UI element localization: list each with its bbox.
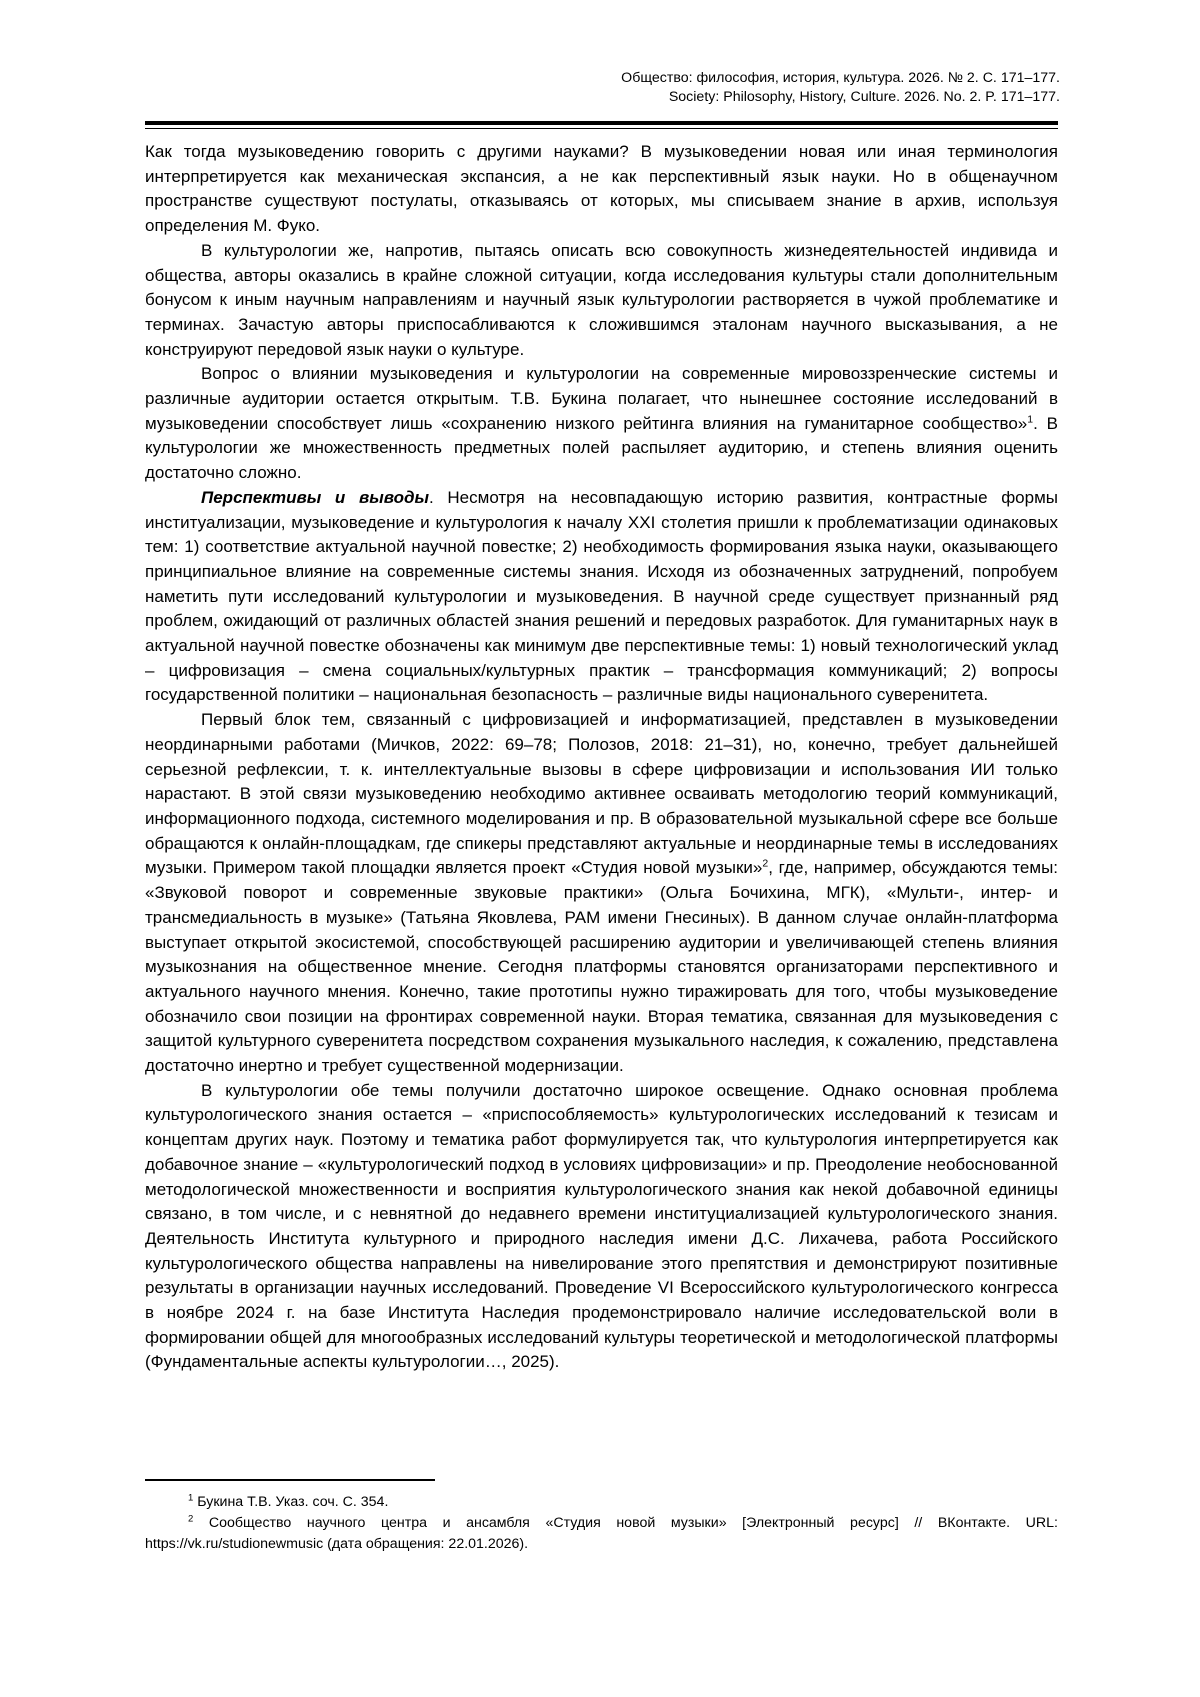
header-rule-thin [145, 128, 1058, 129]
footnote-ref-2[interactable]: 2 [762, 857, 769, 870]
footnote-separator [145, 1479, 435, 1481]
paragraph-6: В культурологии обе темы получили достаточно широкое освещение. Однако основная проблема культурологического знания остается – «приспособляемость» культурологических исследований к тезисам и концептам других наук. Поэтому и тематика работ формулируется так, что культурология интерпретируется как добавочное знание – «культурологический подход в условиях цифровизации» и пр. Преодоление необоснованной методологической множественности и восприятия культурологического знания как некой добавочной единицы связано, в том числе, и с невнятной до недавнего времени институциализацией культурологического знания. Деятельность Института культурного и природного наследия имени Д.С. Лихачева, работа Российского культурологического общества направлены на нивелирование этого препятствия и демонстрируют позитивные результаты в организации научных исследований. Проведение VI Всероссийского культурологического конгресса в ноябре 2024 г. на базе Института Наследия продемонстрировало наличие исследовательской воли в формировании общей для многообразных исследований культуры теоретической и методологической платформы (Фундаментальные аспекты культурологии…, 2025). [145, 1080, 1058, 1372]
article-body [145, 140, 1058, 1375]
paragraph-3-text-b: . В культурологии же множественность предметных полей распыляет аудиторию, и степень влияния оценить достаточно сложно. [145, 413, 1058, 483]
footnote-number: 2 [188, 1513, 194, 1525]
footnote-text: Букина Т.В. Указ. соч. С. 354. [197, 1494, 389, 1510]
paragraph-5-text-a: Первый блок тем, связанный с цифровизацией и информатизацией, представлен в музыковедении неординарными работами (Мичков, 2022: 69–78; Полозов, 2018: 21–31), но, конечно, требует дальнейшей серьезной рефлексии, т. к. интеллектуальные вызовы в сфере цифровизации и использования ИИ только нарастают. В этой связи музыковедению необходимо активнее осваивать методологию теорий коммуникаций, информационного подхода, системного моделирования и пр. В образовательной музыкальной сфере все больше обращаются к онлайн-площадкам, где спикеры представляют актуальные и неординарные темы в исследованиях музыки. Примером такой площадки является проект «Студия новой музыки» [145, 710, 1058, 878]
header-citation-ru: Общество: философия, история, культура. 2026. № 2. С. 171–177. [621, 70, 1060, 86]
footnote-number: 1 [188, 1492, 194, 1504]
header-rule-thick [145, 121, 1058, 125]
paragraph-4 [145, 486, 1058, 708]
paragraph-3-text-a: Вопрос о влиянии музыковедения и культурологии на современные мировоззренческие системы и различные аудитории остается открытым. Т.В. Букина полагает, что нынешнее состояние исследований в музыковедении способствует лишь «сохранению низкого рейтинга влияния на гуманитарное сообщество» [145, 364, 1058, 433]
section-heading-perspectives: Перспективы и выводы [201, 487, 430, 507]
paragraph-5 [145, 708, 1058, 1079]
paragraph-2: В культурологии же, напротив, пытаясь описать всю совокупность жизнедеятельностей индивида и общества, авторы оказались в крайне сложной ситуации, когда исследования культуры стали дополнительным бонусом к иным научным направлениям и научный язык культурологии растворяется в чужой проблематике и терминах. Зачастую авторы приспосабливаются к сложившимся эталонам научного высказывания, а не конструируют передовой язык науки о культуре. [145, 240, 1058, 359]
footnote-ref-1[interactable]: 1 [1027, 413, 1034, 426]
paragraph-4-text: . Несмотря на несовпадающую историю развития, контрастные формы институализации, музыковедение и культурология к началу XXI столетия пришли к проблематизации одинаковых тем: 1) соответствие актуальной научной повестке; 2) необходимость формирования языка науки, оказывающего принципиальное влияние на современные системы знания. Исходя из обозначенных затруднений, попробуем наметить пути исследований культурологии и музыковедения. В научной среде существует признанный ряд проблем, ожидающий от различных областей знания решений и передовых разработок. Для гуманитарных наук в актуальной научной повестке обозначены как минимум две перспективные темы: 1) новый технологический уклад – цифровизация – смена социальных/культурных практик – трансформация коммуникаций; 2) вопросы государственной политики – национальная безопасность – различные виды национального суверенитета. [145, 487, 1058, 705]
paragraph-1: Как тогда музыковедению говорить с другими науками? В музыковедении новая или иная терминология интерпретируется как механическая экспансия, а не как перспективный язык науки. Но в общенаучном пространстве существуют постулаты, отказываясь от которых, мы списываем знание в архив, используя определения М. Фуко. [145, 142, 1058, 236]
footnotes [145, 1492, 1058, 1555]
footnote-text: Сообщество научного центра и ансамбля «Студия новой музыки» [Электронный ресурс] // ВКонтакте. URL: https://vk.ru/studionewmusic (дата обращения: 22.01.2026). [145, 1515, 1058, 1552]
header-citation-en: Society: Philosophy, History, Culture. 2026. No. 2. P. 171–177. [668, 89, 1060, 105]
footnote-2 [145, 1513, 1058, 1555]
running-header [621, 69, 1060, 107]
paragraph-3 [145, 362, 1058, 486]
paragraph-5-text-b: , где, например, обсуждаются темы: «Звуковой поворот и современные звуковые практики» (Ольга Бочихина, МГК), «Мульти-, интер- и трансмедиальность в музыке» (Татьяна Яковлева, РАМ имени Гнесиных). В данном случае онлайн-платформа выступает открытой экосистемой, способствующей расширению аудитории и увеличивающей степень влияния музыкознания на общественное мнение. Сегодня платформы становятся организаторами перспективного и актуального научного мнения. Конечно, такие прототипы нужно тиражировать для того, чтобы музыковедение обозначило свои позиции на фронтирах современной науки. Вторая тематика, связанная для музыковедения с защитой культурного суверенитета посредством сохранения музыкального наследия, к сожалению, представлена достаточно инертно и требует существенной модернизации. [145, 858, 1059, 1076]
footnote-1 [145, 1492, 1058, 1513]
